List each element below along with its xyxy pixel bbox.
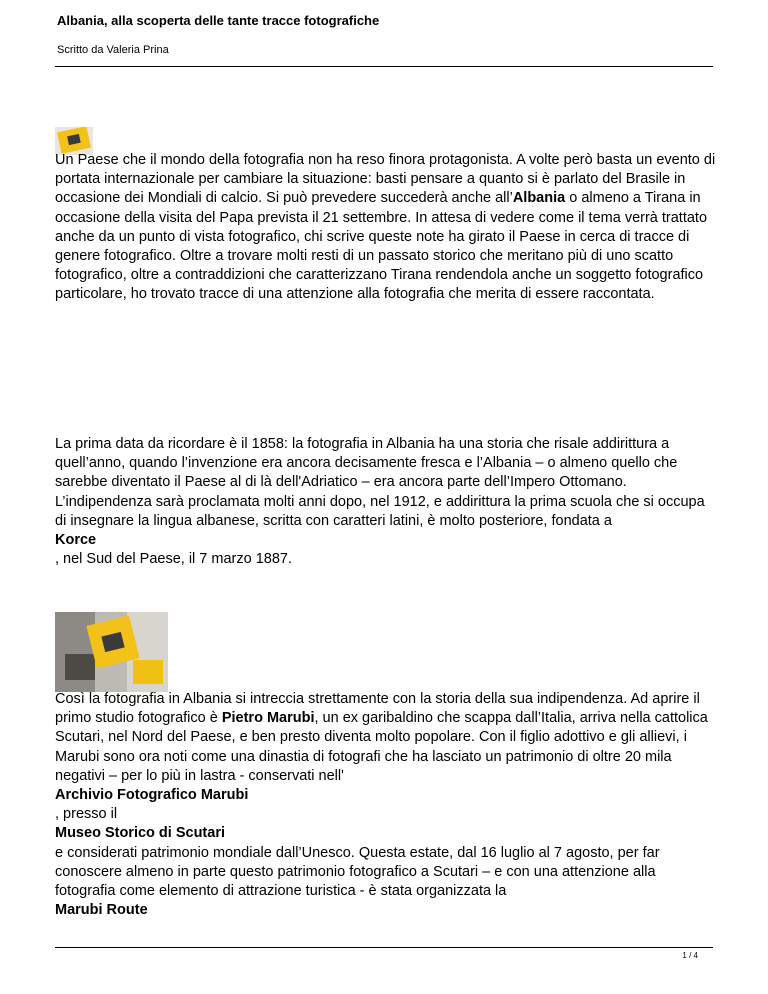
bold-term-korce: Korce: [55, 532, 97, 549]
bold-term-museo-scutari: Museo Storico di Scutari: [55, 825, 225, 842]
page-title: Albania, alla scoperta delle tante tracce fotografiche: [57, 13, 380, 28]
photo-background: [55, 612, 95, 692]
header-divider: [55, 66, 713, 67]
yellow-card-photo: [57, 127, 91, 154]
article-paragraph-3: [55, 690, 717, 920]
paragraph-text: , un ex garibaldino che scappa dall’Italia, arriva nella cattolica Scutari, nel Nord del Paese, e ben presto diventa molto popolare. Con il figlio adottivo e gli allievi, i Marubi sono ora noti come una dinastia di fotografi che ha lasciato un patrimonio di oltre 20 mila negativi – per lo più in lastra - conservati nell': [55, 710, 708, 784]
paragraph-text: o almeno a Tirana in occasione della visita del Papa prevista il 21 settembre. In attesa di vedere come il tema verrà trattato anche da un punto di vista fotografico, chi scrive queste note ha girato il Paese in cerca di tracce di genere fotografico. Oltre a trovare molti resti di un passato storico che meritano più di uno scatto fotografico, oltre a contraddizioni che caratterizzano Tirana rendendola anche un soggetto fotografico particolare, ho trovato tracce di una attenzione alla fotografia che merita di essere raccontata.: [55, 190, 708, 303]
article-paragraph-2: [55, 435, 717, 569]
bold-term-archivio-marubi: Archivio Fotografico Marubi: [55, 787, 249, 804]
vintage-photo-print: [65, 654, 95, 680]
bold-term-albania: Albania: [512, 190, 566, 207]
paragraph-text: , nel Sud del Paese, il 7 marzo 1887.: [55, 551, 292, 568]
paragraph-text: , presso il: [55, 806, 118, 823]
yellow-card-photo: [133, 660, 163, 684]
footer-divider: [55, 947, 713, 948]
article-image-marubi[interactable]: [55, 612, 168, 692]
paragraph-text: Un Paese che il mondo della fotografia non ha reso finora protagonista. A volte però basta un evento di portata internazionale per cambiare la situazione: basti pensare a quanto si è parlato del Brasile in occasione dei Mondiali di calcio. Si può prevedere succederà anche all’: [55, 152, 716, 207]
bold-term-marubi-route: Marubi Route: [55, 902, 148, 919]
paragraph-text: La prima data da ricordare è il 1858: la fotografia in Albania ha una storia che risale addirittura a quell’anno, quando l’invenzione era ancora decisamente fresca e l’Albania – o almeno quello che sarebbe diventato il Paese al di là dell'Adriatico – era ancora parte dell’Impero Ottomano. L’indipendenza sarà proclamata molti anni dopo, nel 1912, e addirittura la prima scuola che si occupa di insegnare la lingua albanese, scritta con caratteri latini, è molto posteriore, fondata a: [55, 436, 705, 529]
paragraph-text: Così la fotografia in Albania si intreccia strettamente con la storia della sua indipendenza. Ad aprire il primo studio fotografico è: [55, 691, 700, 727]
author-byline: Scritto da Valeria Prina: [57, 44, 169, 56]
paragraph-text: e considerati patrimonio mondiale dall’Unesco. Questa estate, dal 16 luglio al 7 agosto, per far conoscere almeno in parte questo patrimonio fotografico a Scutari – e con una attenzione alla fotografia come elemento di attrazione turistica - è stata organizzata la: [55, 844, 660, 900]
bold-term-pietro-marubi: Pietro Marubi: [221, 710, 315, 727]
page-number: 1 / 4: [682, 951, 698, 960]
article-paragraph-1: [55, 151, 717, 305]
